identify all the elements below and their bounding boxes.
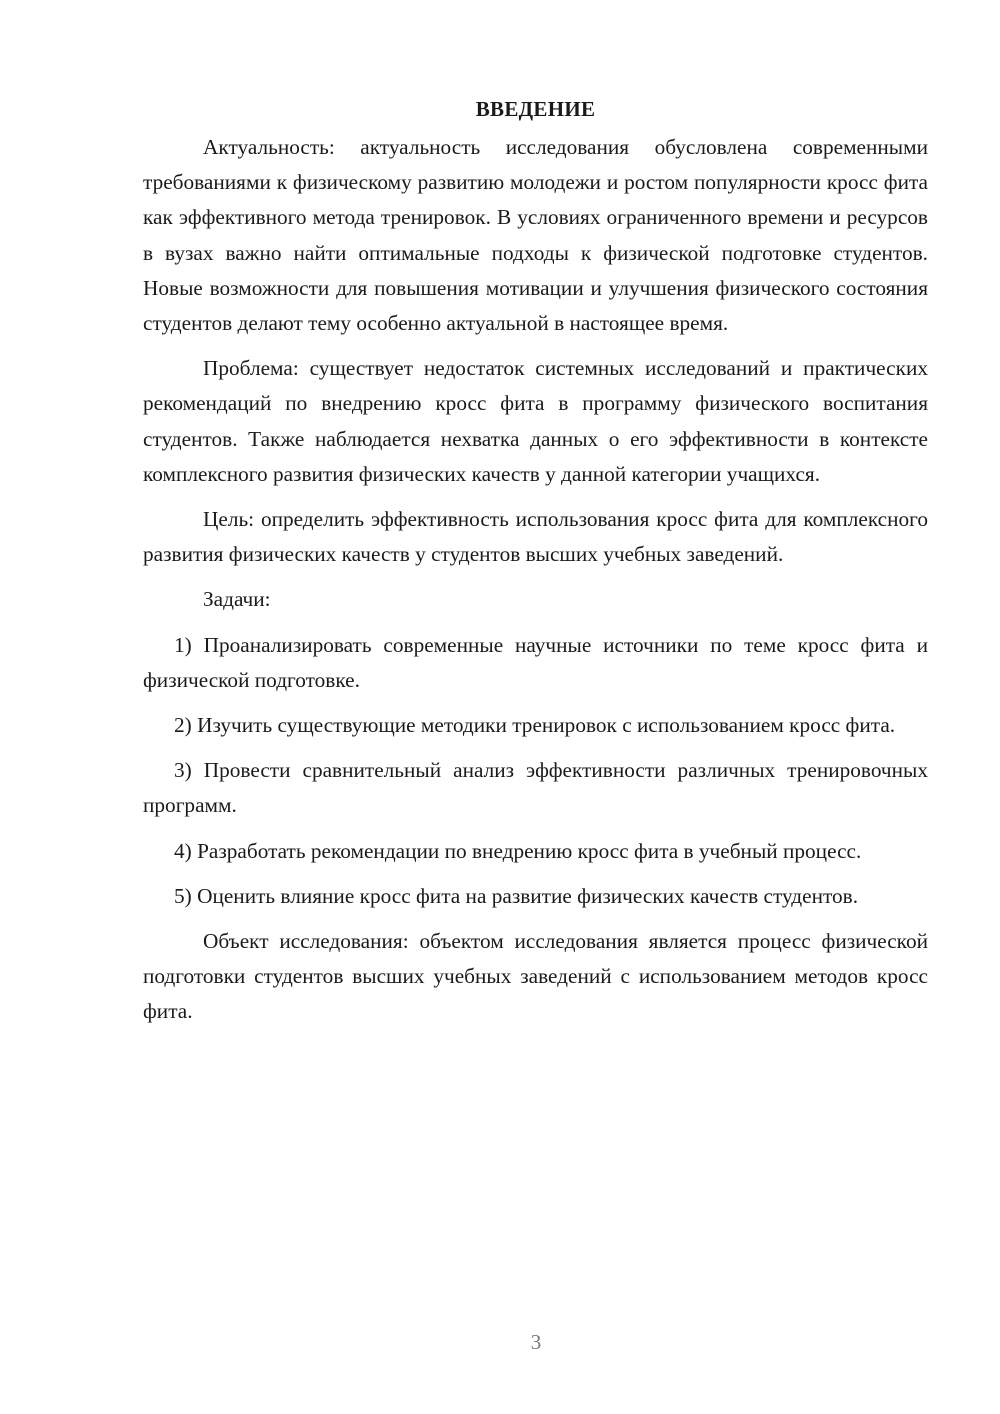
- object-paragraph: Объект исследования: объектом исследования является процесс физической подготовки студентов высших учебных заведений с использованием методов кросс фита.: [143, 929, 928, 1024]
- task-item: 4) Разработать рекомендации по внедрению кросс фита в учебный процесс.: [174, 838, 862, 863]
- relevance-paragraph: Актуальность: актуальность исследования обусловлена современными требованиями к физическому развитию молодежи и ростом популярности кросс фита как эффективного метода тренировок. В условиях ограниченного времени и ресурсов в вузах важно найти оптимальные подходы к физической подготовке студентов. Новые возможности для повышения мотивации и улучшения физического состояния студентов делают тему особенно актуальной в настоящее время.: [143, 135, 928, 336]
- task-item: 2) Изучить существующие методики тренировок с использованием кросс фита.: [174, 713, 896, 738]
- page-number: 3: [530, 1330, 542, 1354]
- task-item: 5) Оценить влияние кросс фита на развитие физических качеств студентов.: [174, 883, 859, 908]
- tasks-heading: Задачи:: [203, 587, 271, 612]
- tasks-list: [143, 628, 928, 914]
- goal-paragraph: Цель: определить эффективность использования кросс фита для комплексного развития физических качеств у студентов высших учебных заведений.: [143, 507, 928, 567]
- page-title: ВВЕДЕНИЕ: [475, 97, 596, 121]
- task-item: 3) Провести сравнительный анализ эффективности различных тренировочных программ.: [143, 758, 928, 818]
- task-item: 1) Проанализировать современные научные источники по теме кросс фита и физической подготовке.: [143, 632, 928, 692]
- document-page: [143, 92, 928, 1030]
- problem-paragraph: Проблема: существует недостаток системных исследований и практических рекомендаций по внедрению кросс фита в программу физического воспитания студентов. Также наблюдается нехватка данных о его эффективности в контексте комплексного развития физических качеств у данной категории учащихся.: [143, 356, 928, 486]
